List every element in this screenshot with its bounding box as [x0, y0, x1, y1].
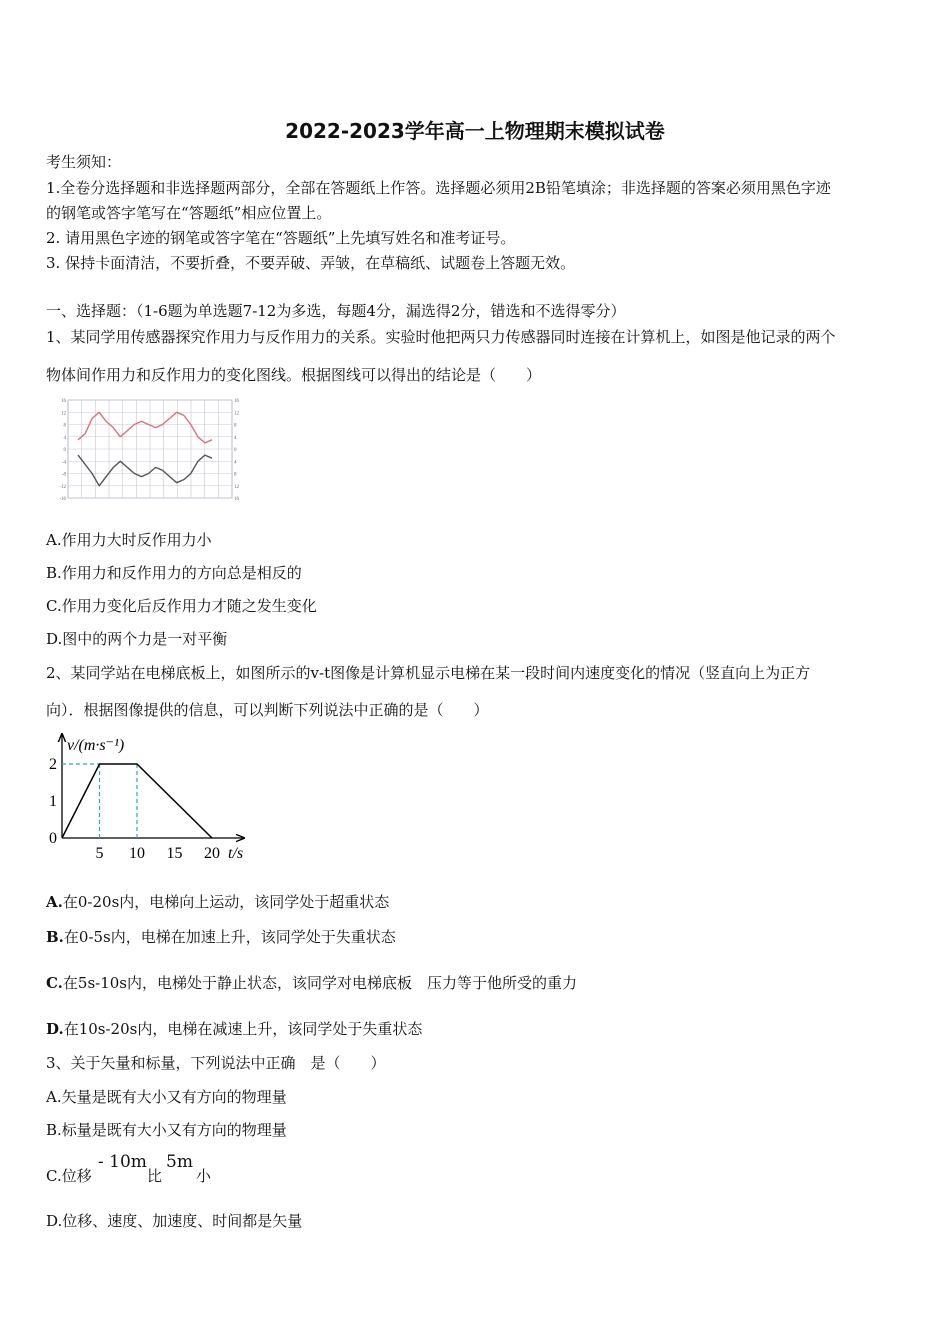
x-tick-label: 5 [95, 845, 104, 862]
left-tick-label: 12 [61, 411, 66, 417]
x-tick-label: 20 [204, 845, 220, 862]
left-tick-label: 16 [61, 399, 66, 404]
q1-option-d: D.图中的两个力是一对平衡 [46, 630, 228, 648]
left-tick-label: -8 [61, 472, 66, 478]
left-tick-label: 8 [63, 423, 66, 429]
section-heading: 一、选择题：（1-6题为单选题7-12为多选，每题4分，漏选得2分，错选和不选得零分） [46, 302, 626, 320]
q2-option-a: A.在0-20s内，电梯向上运动，该同学处于超重状态 [46, 893, 390, 911]
right-tick-label: 12 [234, 411, 239, 417]
q2-option-b: B.在0-5s内，电梯在加速上升，该同学处于失重状态 [46, 928, 396, 946]
q3-option-c-suffix: 小 [196, 1167, 212, 1185]
right-tick-label: 4 [234, 460, 237, 466]
left-tick-label: 0 [63, 448, 66, 453]
q2-option-d: D.在10s-20s内，电梯在减速上升，该同学处于失重状态 [46, 1020, 423, 1038]
q3-option-a: A.矢量是既有大小又有方向的物理量 [46, 1088, 287, 1106]
vt-graph [40, 728, 260, 868]
left-tick-label: -4 [61, 460, 66, 466]
right-tick-label: 12 [234, 484, 239, 490]
right-tick-label: 16 [234, 497, 239, 502]
y-tick-label: 0 [49, 830, 57, 847]
q1-stem-a: 1、某同学用传感器探究作用力与反作用力的关系。实验时他把两只力传感器同时连接在计算机上，如图是他记录的两个 [46, 328, 836, 346]
q1-stem-b: 物体间作用力和反作用力的变化图线。根据图线可以得出的结论是（ ） [46, 366, 542, 384]
q3-option-b: B.标量是既有大小又有方向的物理量 [46, 1121, 287, 1139]
q3-stem: 3、关于矢量和标量，下列说法中正确 是（ ） [46, 1054, 386, 1072]
q2-option-c: C.在5s-10s内，电梯处于静止状态，该同学对电梯底板 压力等于他所受的重力 [46, 974, 578, 992]
q1-option-c: C.作用力变化后反作用力才随之发生变化 [46, 597, 317, 615]
notice-line-1b: 的钢笔或答字笔写在“答题纸”相应位置上。 [46, 204, 332, 222]
notice-line-2: 2. 请用黑色字迹的钢笔或答字笔在“答题纸”上先填写姓名和准考证号。 [46, 229, 516, 247]
left-tick-label: -12 [59, 484, 66, 490]
right-tick-label: 8 [234, 423, 237, 429]
right-tick-label: 8 [234, 472, 237, 478]
y-tick-label: 2 [49, 756, 57, 773]
right-tick-label: 16 [234, 399, 239, 404]
q3-option-c-prefix: C.位移 [46, 1167, 92, 1185]
q2-stem-a: 2、某同学站在电梯底板上，如图所示的v-t图像是计算机显示电梯在某一段时间内速度变化的情况（竖直向上为正方 [46, 664, 811, 682]
y-tick-label: 1 [49, 793, 57, 810]
right-tick-label: 0 [234, 448, 237, 453]
notice-heading: 考生须知： [46, 153, 122, 171]
right-tick-label: 4 [234, 435, 237, 441]
q1-option-b: B.作用力和反作用力的方向总是相反的 [46, 564, 302, 582]
y-axis-label: v/(m·s⁻¹) [67, 737, 125, 754]
q2-stem-b: 向）．根据图像提供的信息，可以判断下列说法中正确的是（ ） [46, 701, 489, 719]
x-tick-label: 15 [166, 845, 183, 862]
force-sensor-chart [56, 394, 246, 506]
q3-option-c-mid: 比 [147, 1167, 163, 1185]
x-axis-label: t/s [228, 845, 244, 862]
x-tick-label: 10 [129, 845, 145, 862]
left-tick-label: 4 [63, 435, 66, 441]
left-tick-label: -16 [59, 497, 66, 502]
notice-line-1a: 1.全卷分选择题和非选择题两部分，全部在答题纸上作答。选择题必须用2B铅笔填涂；非选择题的答案必须用黑色字迹 [46, 179, 831, 197]
q3-option-d: D.位移、速度、加速度、时间都是矢量 [46, 1212, 303, 1230]
q1-option-a: A.作用力大时反作用力小 [46, 531, 212, 549]
notice-line-3: 3. 保持卡面清洁，不要折叠，不要弄破、弄皱，在草稿纸、试题卷上答题无效。 [46, 254, 576, 272]
q3-option-c-value2: 5m [166, 1152, 193, 1172]
page-title: 2022-2023学年高一上物理期末模拟试卷 [285, 119, 665, 143]
q3-option-c-value1: - 10m [98, 1152, 147, 1172]
